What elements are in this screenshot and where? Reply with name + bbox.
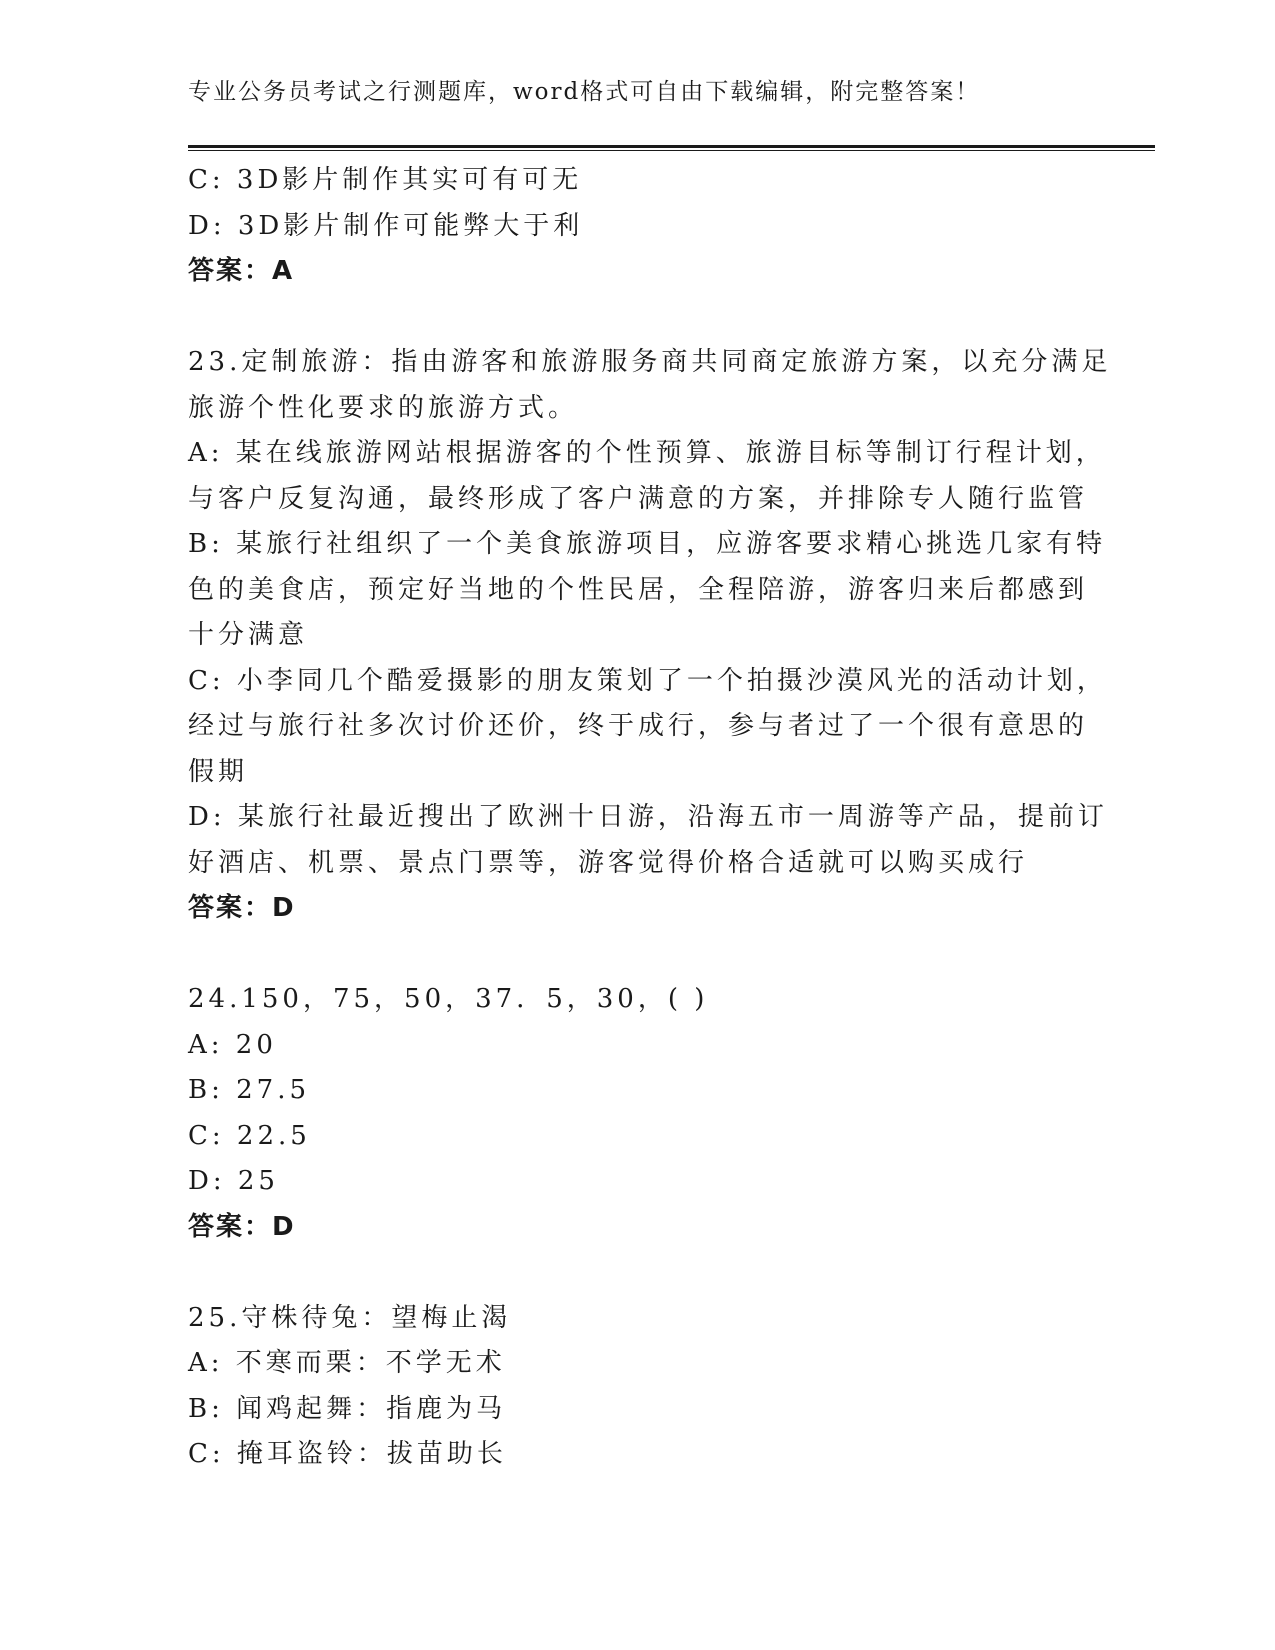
option-d: D: 3D影片制作可能弊大于利 bbox=[188, 210, 584, 241]
option-c: 假期 bbox=[188, 756, 249, 787]
option-d: 好酒店、机票、景点门票等，游客觉得价格合适就可以购买成行 bbox=[188, 847, 1029, 878]
question-stem: 24.150，75，50，37．5，30，( ) bbox=[188, 984, 709, 1014]
answer: 答案：D bbox=[188, 893, 296, 923]
option-b: B: 27.5 bbox=[188, 1075, 311, 1105]
option-c: 经过与旅行社多次讨价还价，终于成行，参与者过了一个很有意思的 bbox=[188, 711, 1089, 741]
question-content bbox=[188, 158, 1112, 1478]
option-c: C: 小李同几个酷爱摄影的朋友策划了一个拍摄沙漠风光的活动计划， bbox=[188, 665, 1107, 696]
question-25 bbox=[188, 1296, 1088, 1478]
spacer bbox=[188, 1250, 1088, 1296]
question-23 bbox=[188, 340, 1112, 932]
option-a: A: 某在线旅游网站根据游客的个性预算、旅游目标等制订行程计划， bbox=[188, 438, 1106, 468]
option-c: C: 3D影片制作其实可有可无 bbox=[188, 165, 583, 195]
question-24 bbox=[188, 977, 1088, 1250]
question-22-tail bbox=[188, 158, 1088, 295]
option-b: 色的美食店，预定好当地的个性民居，全程陪游，游客归来后都感到 bbox=[188, 574, 1089, 605]
header-rule-thin bbox=[188, 150, 1155, 151]
header-rule-thick bbox=[188, 145, 1155, 148]
option-d: D: 某旅行社最近搜出了欧洲十日游，沿海五市一周游等产品，提前订 bbox=[188, 802, 1108, 832]
spacer bbox=[188, 932, 1088, 978]
option-a: A: 不寒而栗：不学无术 bbox=[188, 1348, 506, 1378]
question-stem: 25.守株待兔：望梅止渴 bbox=[188, 1302, 512, 1333]
option-a: 与客户反复沟通，最终形成了客户满意的方案，并排除专人随行监管 bbox=[188, 483, 1089, 514]
question-stem: 旅游个性化要求的旅游方式。 bbox=[188, 392, 579, 423]
option-b: B: 某旅行社组织了一个美食旅游项目，应游客要求精心挑选几家有特 bbox=[188, 529, 1107, 559]
answer: 答案：A bbox=[188, 256, 295, 286]
option-a: A: 20 bbox=[188, 1029, 277, 1060]
option-b: 十分满意 bbox=[188, 620, 309, 650]
option-c: C: 22.5 bbox=[188, 1120, 311, 1151]
question-stem: 23.定制旅游：指由游客和旅游服务商共同商定旅游方案，以充分满足 bbox=[188, 347, 1112, 377]
answer: 答案：D bbox=[188, 1211, 296, 1242]
option-b: B: 闻鸡起舞：指鹿为马 bbox=[188, 1393, 507, 1424]
page-header: 专业公务员考试之行测题库，word格式可自由下载编辑，附完整答案！ bbox=[188, 79, 981, 105]
spacer bbox=[188, 295, 1088, 341]
option-d: D: 25 bbox=[188, 1166, 279, 1196]
option-c: C: 掩耳盗铃：拔苗助长 bbox=[188, 1439, 507, 1469]
